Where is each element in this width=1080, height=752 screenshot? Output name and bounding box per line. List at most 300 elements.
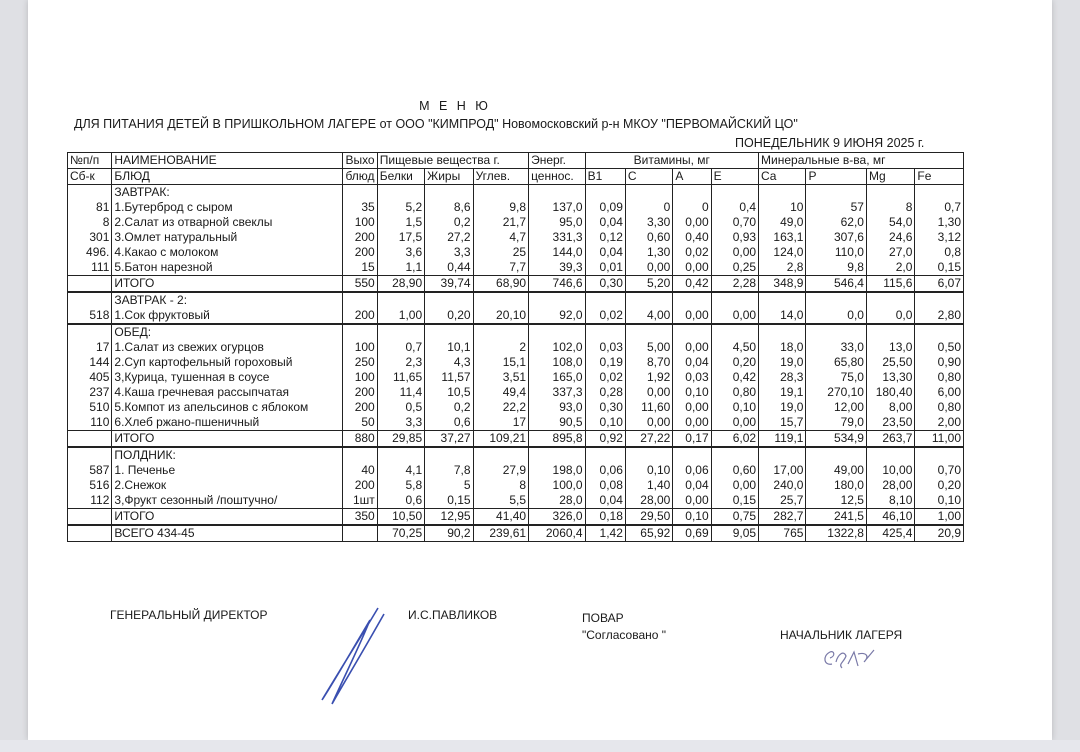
cell-e: 4,50 — [711, 340, 758, 355]
col-energy-subheader: ценнос. — [529, 169, 586, 185]
empty-cell — [473, 447, 529, 463]
cell-code: 587 — [68, 463, 112, 478]
cell-code: 510 — [68, 400, 112, 415]
cell-output: 200 — [343, 308, 377, 324]
cell-ca: 240,0 — [759, 478, 806, 493]
col-e: E — [711, 169, 758, 185]
cell-fats: 11,57 — [425, 370, 473, 385]
cell-p: 534,9 — [806, 431, 867, 448]
empty-cell — [425, 292, 473, 308]
cell-p: 0,0 — [806, 308, 867, 324]
cell-e: 0,25 — [711, 260, 758, 276]
cell-p: 546,4 — [806, 276, 867, 293]
cell-fe: 6,07 — [915, 276, 964, 293]
cell-proteins: 1,1 — [377, 260, 424, 276]
cell-carbs: 9,8 — [473, 200, 529, 215]
cell-carbs: 3,51 — [473, 370, 529, 385]
col-proteins: Белки — [377, 169, 424, 185]
cell-carbs: 41,40 — [473, 509, 529, 526]
empty-cell — [625, 185, 672, 201]
cell-energy: 93,0 — [529, 400, 586, 415]
table-row — [68, 355, 964, 370]
cell-code: 237 — [68, 385, 112, 400]
cell-a: 0,00 — [673, 340, 711, 355]
cell-energy: 337,3 — [529, 385, 586, 400]
cell-output: 550 — [343, 276, 377, 293]
table-row — [68, 245, 964, 260]
cell-a: 0,00 — [673, 215, 711, 230]
empty-cell — [866, 324, 914, 340]
cell-proteins: 0,5 — [377, 400, 424, 415]
cell-a: 0,00 — [673, 400, 711, 415]
total-row — [68, 431, 964, 448]
cell-output: 100 — [343, 370, 377, 385]
cell-ca: 2,8 — [759, 260, 806, 276]
col-b1: B1 — [585, 169, 625, 185]
cell-output: 200 — [343, 230, 377, 245]
camp-head-label: НАЧАЛЬНИК ЛАГЕРЯ — [780, 628, 903, 642]
total-row — [68, 509, 964, 526]
cell-c: 1,30 — [625, 245, 672, 260]
cell-fe: 2,00 — [915, 415, 964, 431]
cell-proteins: 0,6 — [377, 493, 424, 509]
cell-proteins: 28,90 — [377, 276, 424, 293]
header-row-1 — [68, 153, 964, 169]
empty-cell — [343, 292, 377, 308]
cell-c: 0,00 — [625, 260, 672, 276]
empty-cell — [625, 324, 672, 340]
cell-ca: 19,1 — [759, 385, 806, 400]
header-row-2 — [68, 169, 964, 185]
cell-output: 200 — [343, 478, 377, 493]
cell-p: 79,0 — [806, 415, 867, 431]
col-energy-header: Энерг. — [529, 153, 586, 169]
cell-proteins: 11,65 — [377, 370, 424, 385]
cell-e: 9,05 — [711, 525, 758, 542]
cell-b1: 0,04 — [585, 245, 625, 260]
cell-c: 29,50 — [625, 509, 672, 526]
cell-fats: 27,2 — [425, 230, 473, 245]
cell-fe: 2,80 — [915, 308, 964, 324]
cell-a: 0,10 — [673, 385, 711, 400]
cell-e: 0,15 — [711, 493, 758, 509]
cell-fats: 90,2 — [425, 525, 473, 542]
cell-b1: 0,03 — [585, 340, 625, 355]
cell-fe: 0,90 — [915, 355, 964, 370]
cell-code: 110 — [68, 415, 112, 431]
section-header-row — [68, 447, 964, 463]
cell-output: 15 — [343, 260, 377, 276]
cell-name: 1.Бутерброд с сыром — [112, 200, 343, 215]
cell-fe: 20,9 — [915, 525, 964, 542]
cell-name: ИТОГО — [112, 431, 343, 448]
cell-c: 0,00 — [625, 415, 672, 431]
cell-name: 3,Курица, тушенная в соусе — [112, 370, 343, 385]
approved-label: "Согласовано " — [582, 628, 667, 642]
cell-p: 65,80 — [806, 355, 867, 370]
cell-energy: 28,0 — [529, 493, 586, 509]
table-row — [68, 478, 964, 493]
cell-carbs: 49,4 — [473, 385, 529, 400]
empty-cell — [68, 324, 112, 340]
cell-carbs: 2 — [473, 340, 529, 355]
cell-c: 5,20 — [625, 276, 672, 293]
empty-cell — [711, 185, 758, 201]
cell-carbs: 21,7 — [473, 215, 529, 230]
cell-fats: 0,20 — [425, 308, 473, 324]
col-p: P — [806, 169, 867, 185]
cell-energy: 144,0 — [529, 245, 586, 260]
cell-mg: 13,0 — [866, 340, 914, 355]
cell-carbs: 27,9 — [473, 463, 529, 478]
cell-ca: 119,1 — [759, 431, 806, 448]
cell-fe: 3,12 — [915, 230, 964, 245]
cell-name: 2.Суп картофельный гороховый — [112, 355, 343, 370]
total-row — [68, 276, 964, 293]
cell-carbs: 109,21 — [473, 431, 529, 448]
cell-proteins: 0,7 — [377, 340, 424, 355]
empty-cell — [377, 447, 424, 463]
cell-b1: 0,30 — [585, 400, 625, 415]
cell-b1: 0,02 — [585, 370, 625, 385]
empty-cell — [759, 447, 806, 463]
cell-c: 8,70 — [625, 355, 672, 370]
cell-e: 0,00 — [711, 415, 758, 431]
cell-mg: 0,0 — [866, 308, 914, 324]
cell-fe: 11,00 — [915, 431, 964, 448]
col-minerals-header: Минеральные в-ва, мг — [759, 153, 964, 169]
cell-ca: 124,0 — [759, 245, 806, 260]
cell-name: 1. Печенье — [112, 463, 343, 478]
cell-fats: 0,44 — [425, 260, 473, 276]
cell-output: 50 — [343, 415, 377, 431]
cell-proteins: 1,00 — [377, 308, 424, 324]
section-header-row — [68, 324, 964, 340]
cell-p: 1322,8 — [806, 525, 867, 542]
cell-b1: 0,01 — [585, 260, 625, 276]
empty-cell — [866, 447, 914, 463]
cell-mg: 25,50 — [866, 355, 914, 370]
cell-name: ИТОГО — [112, 509, 343, 526]
cell-e: 0,42 — [711, 370, 758, 385]
cell-fe: 0,50 — [915, 340, 964, 355]
empty-cell — [759, 324, 806, 340]
cell-mg: 23,50 — [866, 415, 914, 431]
col-fe: Fe — [915, 169, 964, 185]
cell-energy: 102,0 — [529, 340, 586, 355]
cell-mg: 115,6 — [866, 276, 914, 293]
empty-cell — [673, 185, 711, 201]
cell-b1: 0,30 — [585, 276, 625, 293]
cell-c: 0,60 — [625, 230, 672, 245]
cell-energy: 331,3 — [529, 230, 586, 245]
empty-cell — [711, 292, 758, 308]
cell-e: 0,20 — [711, 355, 758, 370]
cell-e: 0,60 — [711, 463, 758, 478]
cell-mg: 8 — [866, 200, 914, 215]
cell-e: 0,75 — [711, 509, 758, 526]
section-header-row — [68, 292, 964, 308]
camp-head-signature — [818, 642, 882, 674]
cell-fats: 0,6 — [425, 415, 473, 431]
menu-date: ПОНЕДЕЛЬНИК 9 ИЮНЯ 2025 г. — [735, 136, 925, 150]
cell-a: 0 — [673, 200, 711, 215]
cell-proteins: 17,5 — [377, 230, 424, 245]
cell-energy: 108,0 — [529, 355, 586, 370]
cell-c: 65,92 — [625, 525, 672, 542]
empty-cell — [473, 324, 529, 340]
cell-fats: 7,8 — [425, 463, 473, 478]
cell-energy: 39,3 — [529, 260, 586, 276]
cell-energy: 326,0 — [529, 509, 586, 526]
empty-cell — [806, 185, 867, 201]
cell-a: 0,02 — [673, 245, 711, 260]
cell-p: 62,0 — [806, 215, 867, 230]
cell-e: 6,02 — [711, 431, 758, 448]
cell-ca: 18,0 — [759, 340, 806, 355]
table-row — [68, 385, 964, 400]
cell-fats: 39,74 — [425, 276, 473, 293]
cell-ca: 10 — [759, 200, 806, 215]
cell-code: 496. — [68, 245, 112, 260]
section-title: ЗАВТРАК - 2: — [112, 292, 343, 308]
cell-name: 5.Батон нарезной — [112, 260, 343, 276]
cell-energy: 95,0 — [529, 215, 586, 230]
empty-cell — [529, 324, 586, 340]
cell-code — [68, 276, 112, 293]
empty-cell — [529, 292, 586, 308]
empty-cell — [343, 324, 377, 340]
cell-mg: 24,6 — [866, 230, 914, 245]
cell-e: 2,28 — [711, 276, 758, 293]
empty-cell — [343, 185, 377, 201]
cell-p: 57 — [806, 200, 867, 215]
cell-fe: 0,80 — [915, 400, 964, 415]
cell-output: 100 — [343, 340, 377, 355]
menu-table — [67, 152, 964, 542]
empty-cell — [866, 292, 914, 308]
cell-output: 200 — [343, 400, 377, 415]
empty-cell — [343, 447, 377, 463]
cell-ca: 25,7 — [759, 493, 806, 509]
cell-proteins: 5,2 — [377, 200, 424, 215]
cell-carbs: 15,1 — [473, 355, 529, 370]
cell-a: 0,17 — [673, 431, 711, 448]
cell-b1: 0,06 — [585, 463, 625, 478]
cell-ca: 14,0 — [759, 308, 806, 324]
empty-cell — [425, 324, 473, 340]
col-name-header: НАИМЕНОВАНИЕ — [112, 153, 343, 169]
cell-output: 100 — [343, 215, 377, 230]
cell-p: 49,00 — [806, 463, 867, 478]
empty-cell — [915, 447, 964, 463]
cell-code — [68, 509, 112, 526]
cell-proteins: 29,85 — [377, 431, 424, 448]
cell-fats: 0,2 — [425, 215, 473, 230]
section-title: ОБЕД: — [112, 324, 343, 340]
cell-e: 0,00 — [711, 308, 758, 324]
cell-code: 301 — [68, 230, 112, 245]
table-row — [68, 370, 964, 385]
cell-fe: 0,8 — [915, 245, 964, 260]
cell-energy: 2060,4 — [529, 525, 586, 542]
empty-cell — [711, 324, 758, 340]
table-row — [68, 260, 964, 276]
empty-cell — [915, 292, 964, 308]
menu-body — [68, 185, 964, 542]
empty-cell — [759, 185, 806, 201]
col-fats: Жиры — [425, 169, 473, 185]
cell-proteins: 3,6 — [377, 245, 424, 260]
cell-mg: 28,00 — [866, 478, 914, 493]
cell-e: 0,70 — [711, 215, 758, 230]
cell-p: 12,5 — [806, 493, 867, 509]
empty-cell — [377, 292, 424, 308]
cell-energy: 100,0 — [529, 478, 586, 493]
cell-output: 200 — [343, 245, 377, 260]
empty-cell — [377, 185, 424, 201]
cell-b1: 0,04 — [585, 215, 625, 230]
cell-c: 4,00 — [625, 308, 672, 324]
cell-output — [343, 525, 377, 542]
cell-e: 0,80 — [711, 385, 758, 400]
cell-carbs: 17 — [473, 415, 529, 431]
cell-output: 40 — [343, 463, 377, 478]
cell-fats: 3,3 — [425, 245, 473, 260]
cell-carbs: 25 — [473, 245, 529, 260]
cell-fe: 1,30 — [915, 215, 964, 230]
cell-code: 144 — [68, 355, 112, 370]
cell-name: 3.Омлет натуральный — [112, 230, 343, 245]
cell-carbs: 7,7 — [473, 260, 529, 276]
cell-p: 33,0 — [806, 340, 867, 355]
cell-ca: 15,7 — [759, 415, 806, 431]
cell-energy: 746,6 — [529, 276, 586, 293]
cell-a: 0,40 — [673, 230, 711, 245]
cell-code: 112 — [68, 493, 112, 509]
col-num-subheader: Сб-к — [68, 169, 112, 185]
cell-energy: 90,5 — [529, 415, 586, 431]
cell-mg: 13,30 — [866, 370, 914, 385]
table-row — [68, 215, 964, 230]
cell-fats: 4,3 — [425, 355, 473, 370]
cell-a: 0,04 — [673, 355, 711, 370]
cell-b1: 0,18 — [585, 509, 625, 526]
cell-carbs: 68,90 — [473, 276, 529, 293]
cell-carbs: 8 — [473, 478, 529, 493]
cell-a: 0,03 — [673, 370, 711, 385]
table-row — [68, 230, 964, 245]
cell-output: 200 — [343, 385, 377, 400]
empty-cell — [673, 447, 711, 463]
col-a: A — [673, 169, 711, 185]
cell-carbs: 239,61 — [473, 525, 529, 542]
cell-p: 9,8 — [806, 260, 867, 276]
cell-name: 3,Фрукт сезонный /поштучно/ — [112, 493, 343, 509]
menu-title: М Е Н Ю — [419, 99, 491, 113]
table-row — [68, 200, 964, 215]
cell-mg: 46,10 — [866, 509, 914, 526]
table-row — [68, 493, 964, 509]
cell-mg: 27,0 — [866, 245, 914, 260]
cell-output: 1шт — [343, 493, 377, 509]
cell-fats: 0,2 — [425, 400, 473, 415]
table-row — [68, 463, 964, 478]
cell-e: 0,00 — [711, 245, 758, 260]
col-name-subheader: БЛЮД — [112, 169, 343, 185]
cell-fe: 0,15 — [915, 260, 964, 276]
col-c: C — [625, 169, 672, 185]
cell-a: 0,00 — [673, 308, 711, 324]
page-edge — [0, 740, 1080, 752]
cell-proteins: 3,3 — [377, 415, 424, 431]
col-ca: Ca — [759, 169, 806, 185]
cell-fats: 5 — [425, 478, 473, 493]
cell-a: 0,04 — [673, 478, 711, 493]
cell-name: 6.Хлеб ржано-пшеничный — [112, 415, 343, 431]
cell-p: 75,0 — [806, 370, 867, 385]
empty-cell — [585, 447, 625, 463]
cell-mg: 2,0 — [866, 260, 914, 276]
cell-name: 2.Салат из отварной свеклы — [112, 215, 343, 230]
empty-cell — [425, 185, 473, 201]
cell-code — [68, 525, 112, 542]
cell-b1: 0,04 — [585, 493, 625, 509]
cell-ca: 282,7 — [759, 509, 806, 526]
cell-fe: 0,20 — [915, 478, 964, 493]
cell-e: 0,93 — [711, 230, 758, 245]
grand-total-row — [68, 525, 964, 542]
cell-b1: 0,02 — [585, 308, 625, 324]
empty-cell — [585, 185, 625, 201]
empty-cell — [759, 292, 806, 308]
cell-ca: 19,0 — [759, 400, 806, 415]
table-row — [68, 400, 964, 415]
cell-mg: 8,10 — [866, 493, 914, 509]
cell-carbs: 22,2 — [473, 400, 529, 415]
cell-c: 1,40 — [625, 478, 672, 493]
cell-carbs: 4,7 — [473, 230, 529, 245]
cell-energy: 198,0 — [529, 463, 586, 478]
cell-p: 241,5 — [806, 509, 867, 526]
empty-cell — [529, 447, 586, 463]
cell-mg: 180,40 — [866, 385, 914, 400]
empty-cell — [68, 292, 112, 308]
cell-name: 1.Салат из свежих огурцов — [112, 340, 343, 355]
table-row — [68, 308, 964, 324]
section-header-row — [68, 185, 964, 201]
cell-mg: 10,00 — [866, 463, 914, 478]
cell-name: 5.Компот из апельсинов с яблоком — [112, 400, 343, 415]
cell-ca: 28,3 — [759, 370, 806, 385]
director-name: И.С.ПАВЛИКОВ — [408, 608, 498, 622]
col-output-header: Выхо — [343, 153, 377, 169]
cell-fe: 1,00 — [915, 509, 964, 526]
cell-code — [68, 431, 112, 448]
cell-p: 12,00 — [806, 400, 867, 415]
empty-cell — [673, 292, 711, 308]
table-row — [68, 415, 964, 431]
cell-energy: 165,0 — [529, 370, 586, 385]
cell-code: 17 — [68, 340, 112, 355]
cell-c: 28,00 — [625, 493, 672, 509]
col-vitamins-header: Витамины, мг — [585, 153, 758, 169]
empty-cell — [529, 185, 586, 201]
cell-b1: 0,08 — [585, 478, 625, 493]
cell-c: 27,22 — [625, 431, 672, 448]
col-output-subheader: блюд — [343, 169, 377, 185]
empty-cell — [806, 292, 867, 308]
